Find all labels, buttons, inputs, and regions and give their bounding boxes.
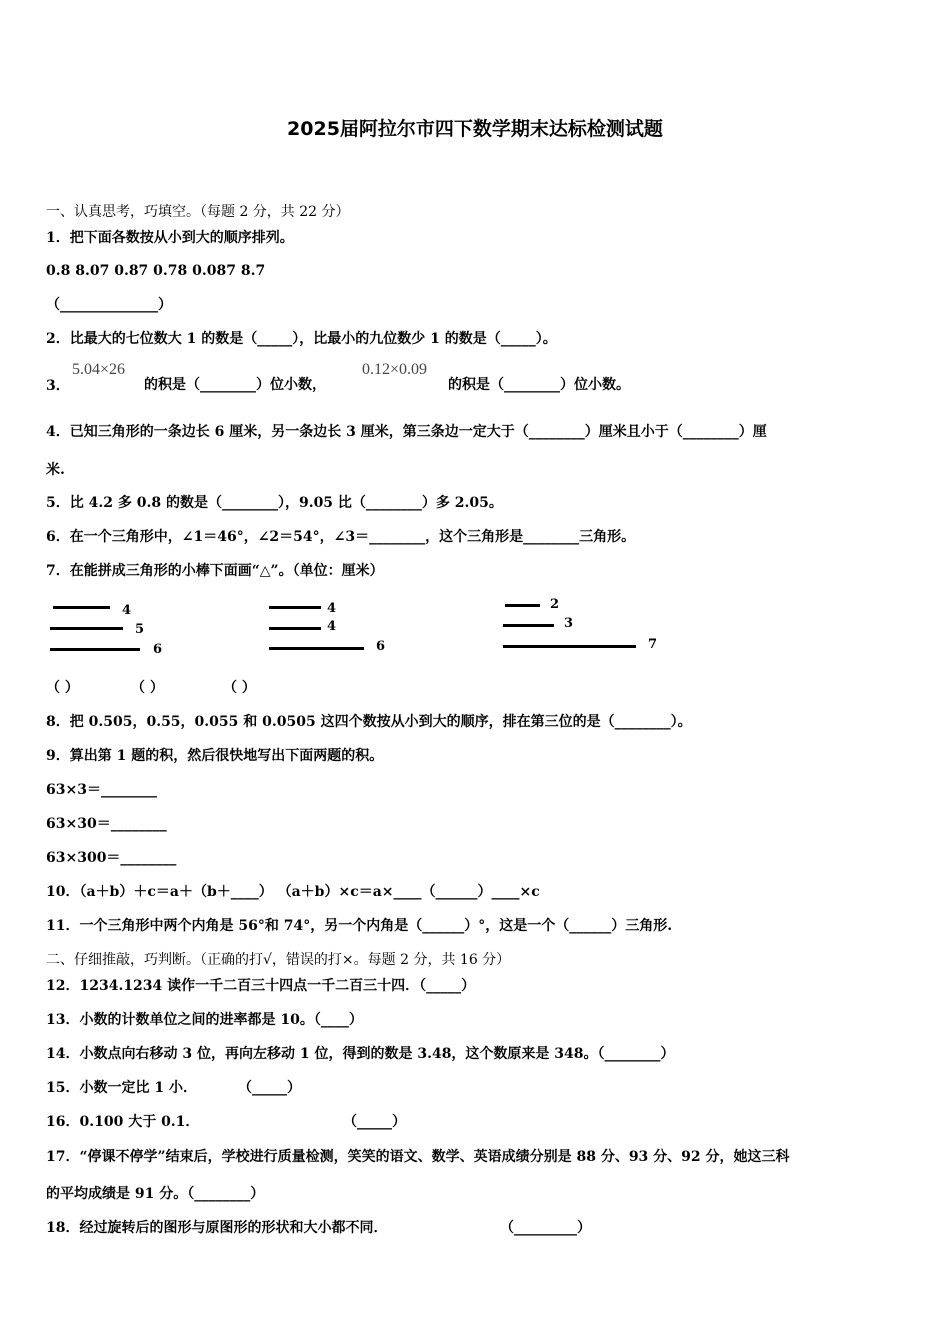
question-2: 2．比最大的七位数大 1 的数是（_____），比最小的九位数少 1 的数是（_____）。	[46, 331, 557, 347]
stick	[269, 647, 364, 650]
stick	[269, 606, 321, 609]
question-7-answer-2: （ ）	[131, 680, 164, 696]
stick-label: 2	[550, 597, 560, 612]
question-15-blank: （_____）	[238, 1080, 301, 1096]
question-18: 18．经过旋转后的图形与原图形的形状和大小都不同．	[46, 1220, 388, 1236]
question-8: 8．把 0.505，0.55，0.055 和 0.0505 这四个数按从小到大的顺序，排在第三位的是（________）。	[46, 714, 692, 730]
stick-label: 5	[135, 622, 145, 637]
question-9-c: 63×300＝________	[46, 850, 177, 866]
stick	[503, 645, 636, 648]
stick	[269, 627, 321, 630]
stick	[505, 604, 540, 607]
question-11: 11．一个三角形中两个内角是 56°和 74°，另一个内角是（______）°，这是一个（______）三角形.	[46, 918, 673, 934]
stick-label: 4	[327, 619, 337, 634]
page-title: 2025届阿拉尔市四下数学期末达标检测试题	[287, 118, 663, 140]
question-10: 10．（a＋b）＋c＝a＋（b＋____） （a＋b）×c＝a×____（______）____×c	[46, 884, 540, 900]
question-9: 9．算出第 1 题的积，然后很快地写出下面两题的积。	[46, 748, 384, 764]
question-16: 16．0.100 大于 0.1．	[46, 1114, 200, 1130]
question-15: 15．小数一定比 1 小．	[46, 1080, 197, 1096]
question-3-number: 3．	[46, 378, 70, 394]
question-12: 12．1234.1234 读作一千二百三十四点一千二百三十四．（_____）	[46, 978, 476, 994]
stick-label: 6	[376, 639, 386, 654]
question-3-expression-1: 5.04×26	[72, 361, 126, 378]
question-1-numbers: 0.8 8.07 0.87 0.78 0.087 8.7	[46, 263, 266, 279]
stick	[50, 648, 140, 651]
question-18-blank: （_________）	[500, 1220, 591, 1236]
question-4-line-2: 米.	[46, 462, 65, 478]
question-3-middle: 的积是（________）位小数，	[144, 377, 326, 393]
question-6: 6．在一个三角形中，∠1＝46°，∠2＝54°，∠3＝________，这个三角形是________三角形。	[46, 529, 636, 545]
section-1-heading: 一、认真思考，巧填空。（每题 2 分，共 22 分）	[46, 204, 350, 220]
question-3-expression-2: 0.12×0.09	[362, 361, 428, 378]
question-16-blank: （_____）	[343, 1114, 406, 1130]
stick-label: 4	[327, 601, 337, 616]
question-9-a: 63×3＝________	[46, 782, 157, 798]
question-17-line-1: 17．“停课不停学”结束后，学校进行质量检测，笑笑的语文、数学、英语成绩分别是 88 分、93 分、92 分，她这三科	[46, 1149, 790, 1165]
question-1-blank: （______________）	[46, 297, 172, 313]
section-2-heading: 二、仔细推敲，巧判断。（正确的打√，错误的打×。每题 2 分，共 16 分）	[46, 952, 511, 968]
question-5: 5．比 4.2 多 0.8 的数是（________），9.05 比（________）多 2.05。	[46, 495, 503, 511]
stick	[50, 627, 123, 630]
question-4-line-1: 4．已知三角形的一条边长 6 厘米，另一条边长 3 厘米，第三条边一定大于（________）厘米且小于（________）厘	[46, 424, 767, 440]
question-7: 7．在能拼成三角形的小棒下面画“△”。（单位：厘米）	[46, 563, 384, 579]
question-9-b: 63×30＝________	[46, 816, 167, 832]
question-14: 14．小数点向右移动 3 位，再向左移动 1 位，得到的数是 3.48，这个数原来是 348。（________）	[46, 1046, 675, 1062]
stick	[503, 624, 554, 627]
stick-label: 4	[122, 603, 132, 618]
question-1: 1．把下面各数按从小到大的顺序排列。	[46, 230, 294, 246]
question-7-answer-1: （ ）	[46, 680, 79, 696]
stick-label: 6	[153, 642, 163, 657]
question-13: 13．小数的计数单位之间的进率都是 10。（____）	[46, 1012, 363, 1028]
question-3-end: 的积是（________）位小数。	[448, 377, 630, 393]
stick-label: 7	[648, 637, 658, 652]
stick	[53, 606, 110, 609]
stick-label: 3	[564, 616, 574, 631]
question-17-line-2: 的平均成绩是 91 分。（________）	[46, 1186, 265, 1202]
question-7-answer-3: （ ）	[223, 680, 256, 696]
